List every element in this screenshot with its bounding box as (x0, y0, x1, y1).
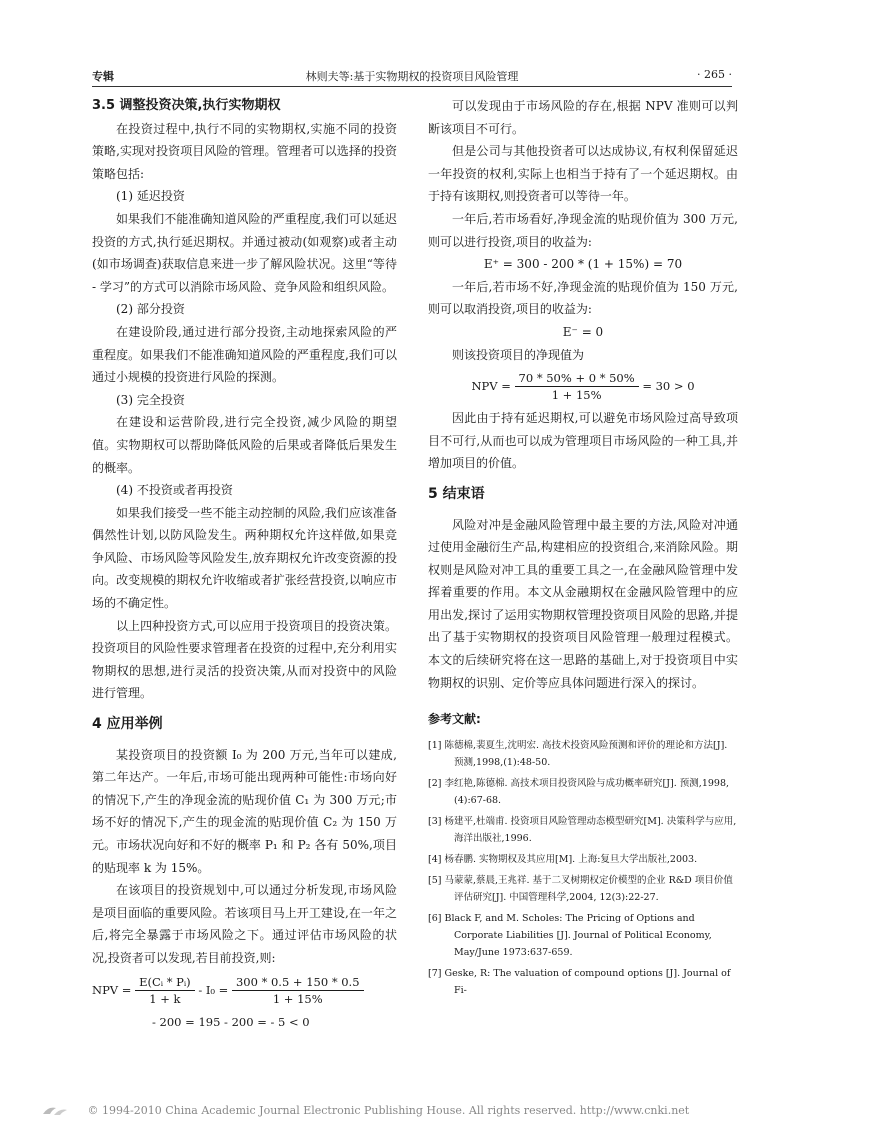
section-5-heading: 5 结束语 (428, 485, 485, 502)
reference-item: [6] Black F, and M. Scholes: The Pricing of Options and Corporate Liabilities [J]. Journal of Political Economy, May/June 1973:637-659. (428, 912, 712, 958)
cnki-logo-icon (40, 1104, 70, 1118)
paragraph: 则该投资项目的净现值为 (452, 347, 585, 362)
header-page-number: · 265 · (697, 68, 732, 81)
reference-item: [5] 马蒙蒙,蔡晨,王兆祥. 基于二叉树期权定价模型的企业 R&D 项目价值评估研究[J]. 中国管理科学,2004, 12(3):22-27. (428, 874, 733, 903)
header-running-title: 林则夫等:基于实物期权的投资项目风险管理 (305, 70, 519, 83)
paragraph: 风险对冲是金融风险管理中最主要的方法,风险对冲通过使用金融衍生产品,构建相应的投资组合,来消除风险。期权则是风险对冲工具的重要工具之一,在金融风险管理中发挥着重要的作用。本文从金融期权在金融风险管理中的应用出发,探讨了运用实物期权管理投资项目风险的思路,并提出了基于实物期权的投资项目风险管理一般理过程模式。本文的后续研究将在这一思路的基础上,对于投资项目中实物期权的识别、定价等应具体问题进行深入的探讨。 (428, 517, 738, 690)
header-section-label: 专辑 (92, 70, 114, 83)
paragraph: 在投资过程中,执行不同的实物期权,实施不同的投资策略,实现对投资项目风险的管理。管理者可以选择的投资策略包括: (92, 121, 397, 181)
equation-npv-2 (428, 370, 738, 403)
reference-item: [4] 杨春鹏. 实物期权及其应用[M]. 上海:复旦大学出版社,2003. (428, 853, 698, 865)
eq-rhs: = 30 > 0 (642, 379, 695, 394)
reference-item: [3] 杨建平,杜端甫. 投资项目风险管理动态模型研究[M]. 决策科学与应用,海洋出版社,1996. (428, 815, 737, 844)
paragraph: 以上四种投资方式,可以应用于投资项目的投资决策。投资项目的风险性要求管理者在投资的过程中,充分利用实物期权的思想,进行灵活的投资决策,从而对投资中的风险进行管理。 (92, 618, 397, 701)
right-column (428, 95, 738, 1003)
paragraph: 如果我们接受一些不能主动控制的风险,我们应该准备偶然性计划,以防风险发生。两种期权允许这样做,如果竞争风险、市场风险等风险发生,放弃期权允许改变资源的投向。改变规模的期权允许收缩或者扩张经营投资,以响应市场的不确定性。 (92, 505, 397, 611)
paragraph: 可以发现由于市场风险的存在,根据 NPV 准则可以判断该项目不可行。 (428, 99, 738, 136)
paragraph: 如果我们不能准确知道风险的严重程度,我们可以延迟投资的方式,执行延迟期权。并通过被动(如观察)或者主动(如市场调查)获取信息来进一步了解风险状况。这里“等待 - 学习”的方式可以消除市场风险、竞争风险和组织风险。 (92, 211, 397, 294)
list-item-title: (4) 不投资或者再投资 (116, 483, 233, 498)
left-column (92, 95, 397, 1033)
reference-item: [1] 陈德棉,裴夏生,沈明宏. 高技术投资风险预测和评价的理论和方法[J]. 预测,1998,(1):48-50. (428, 739, 728, 768)
paragraph: 在建设和运营阶段,进行完全投资,减少风险的期望值。实物期权可以帮助降低风险的后果或者降低后果发生的概率。 (92, 415, 397, 475)
references-list (428, 737, 738, 999)
paragraph: 某投资项目的投资额 I₀ 为 200 万元,当年可以建成,第二年达产。一年后,市场可能出现两种可能性:市场向好的情况下,产生的净现金流的贴现价值 C₁ 为 300 万元;市场不好的情况下,产生的现金流的贴现价值 C₂ 为 150 万元。市场状况向好和不好的概率 P₁ 和 P₂ 各有 50%,项目的贴现率 k 为 15%。 (92, 747, 397, 875)
paragraph: 在建设阶段,通过进行部分投资,主动地探索风险的严重程度。如果我们不能准确知道风险的严重程度,我们可以通过小规模的投资进行风险的探测。 (92, 324, 397, 385)
reference-item: [2] 李红艳,陈德棉. 高技术项目投资风险与成功概率研究[J]. 预测,1998,(4):67-68. (428, 777, 730, 806)
fraction-denominator: 1 + 15% (272, 991, 323, 1006)
equation-e-minus: E⁻ = 0 (562, 324, 604, 339)
fraction (515, 370, 639, 403)
fraction (232, 974, 364, 1007)
fraction-numerator: E(Cᵢ * Pᵢ) (135, 974, 195, 991)
copyright-text: © 1994-2010 China Academic Journal Electronic Publishing House. All rights reserved. http://www.cnki.net (87, 1104, 690, 1117)
list-item-title: (1) 延迟投资 (116, 189, 185, 204)
page-footer (40, 1104, 689, 1118)
paragraph: 一年后,若市场看好,净现金流的贴现价值为 300 万元,则可以进行投资,项目的收益为: (428, 211, 738, 249)
list-item-title: (3) 完全投资 (116, 392, 185, 407)
page-header (92, 68, 732, 84)
references-heading: 参考文献: (428, 712, 481, 727)
eq-mid: - I₀ = (198, 982, 229, 997)
reference-item: [7] Geske, R: The valuation of compound options [J]. Journal of Fi- (428, 967, 731, 996)
section-3-5-heading: 3.5 调整投资决策,执行实物期权 (92, 98, 281, 113)
equation-line-2: - 200 = 195 - 200 = - 5 < 0 (152, 1014, 310, 1029)
equation-e-plus: E⁺ = 300 - 200 * (1 + 15%) = 70 (483, 257, 683, 272)
list-item-title: (2) 部分投资 (116, 302, 185, 317)
eq-lhs: NPV = (92, 982, 132, 997)
fraction-denominator: 1 + k (149, 991, 181, 1006)
equation-npv-1 (92, 974, 397, 1007)
paragraph: 一年后,若市场不好,净现金流的贴现价值为 150 万元,则可以取消投资,项目的收益为: (428, 279, 738, 317)
fraction-denominator: 1 + 15% (551, 388, 602, 403)
section-4-heading: 4 应用举例 (92, 716, 163, 733)
eq-lhs: NPV = (471, 379, 511, 394)
fraction-numerator: 70 * 50% + 0 * 50% (515, 370, 639, 387)
paragraph: 因此由于持有延迟期权,可以避免市场风险过高导致项目不可行,从而也可以成为管理项目市场风险的一种工具,并增加项目的价值。 (428, 411, 738, 471)
fraction-numerator: 300 * 0.5 + 150 * 0.5 (232, 974, 364, 991)
paragraph: 但是公司与其他投资者可以达成协议,有权利保留延迟一年投资的权利,实际上也相当于持有了一个延迟期权。由于持有该期权,则投资者可以等待一年。 (428, 144, 738, 204)
header-rule (92, 86, 732, 87)
paragraph: 在该项目的投资规划中,可以通过分析发现,市场风险是项目面临的重要风险。若该项目马上开工建设,在一年之后,将完全暴露于市场风险之下。通过评估市场风险的状况,投资者可以发现,若目前投资,则: (92, 883, 397, 965)
fraction (135, 974, 195, 1007)
